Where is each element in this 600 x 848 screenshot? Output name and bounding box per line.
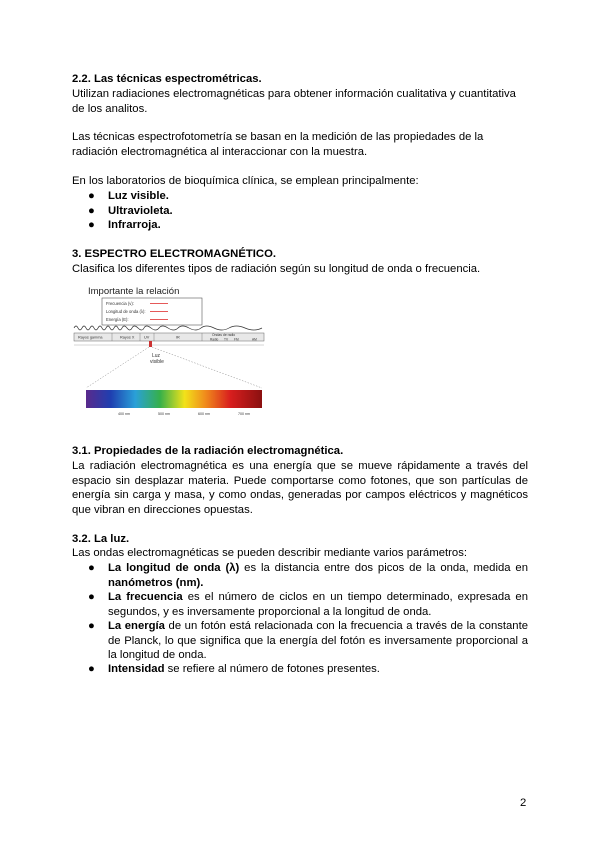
band-label: Ondas de radio — [212, 333, 236, 337]
paragraph-3-2-intro: Las ondas electromagnéticas se pueden describir mediante varios parámetros: — [72, 547, 467, 559]
section-heading-3-2: 3.2. La luz. — [72, 533, 130, 545]
band-label: Rayos X — [120, 335, 135, 340]
visible-label: Luz — [152, 353, 161, 359]
visible-label: visible — [150, 359, 164, 365]
section-heading-3-1: 3.1. Propiedades de la radiación electromagnética. — [72, 445, 344, 457]
legend-energy: Energía (E): — [106, 317, 129, 322]
nm-tick: 400 nm — [118, 412, 130, 416]
bullet-icon: ● — [88, 190, 95, 202]
zoom-line — [152, 347, 262, 388]
page-number: 2 — [520, 797, 527, 809]
bullet-icon: ● — [88, 205, 95, 217]
bullet-bold: La longitud de onda (λ) — [108, 562, 240, 574]
visible-marker — [149, 341, 152, 347]
band-label: Radio — [210, 337, 219, 342]
bullet-bold: La energía — [108, 620, 165, 632]
band-label: TV — [224, 337, 229, 342]
band-label: AM — [252, 337, 257, 342]
bullet-bold: Intensidad — [108, 663, 165, 675]
figure-title: Importante la relación — [88, 286, 180, 297]
paragraph-2-2-3: En los laboratorios de bioquímica clínica, se emplean principalmente: — [72, 175, 419, 187]
wave-line — [74, 326, 262, 330]
bullet-text: se refiere al número de fotones presentes. — [164, 663, 380, 675]
paragraph-3-intro: Clasifica los diferentes tipos de radiación según su longitud de onda o frecuencia. — [72, 263, 481, 275]
paragraph-3-1: La radiación electromagnética es una energía que se mueve rápidamente a través del espacio sin desplazar materia. Puede comportarse como fotones, que son partículas de energía sin carga y masa, y como ondas, generadas por campos eléctricos y magnéticos que vibran en direcciones opuestas. — [72, 460, 528, 516]
visible-spectrum-bar — [86, 390, 262, 408]
paragraph-2-2-1: Utilizan radiaciones electromagnéticas para obtener información cualitativa y cuantitativa de los analitos. — [72, 88, 516, 115]
bullet-icon: ● — [88, 562, 95, 574]
bullet-icon: ● — [88, 620, 95, 632]
bullet-icon: ● — [88, 219, 95, 231]
nm-tick: 600 nm — [198, 412, 210, 416]
band-label: Rayos gamma — [78, 335, 103, 340]
legend-wavelength: Longitud de onda (λ): — [106, 309, 146, 314]
bullet-icon: ● — [88, 591, 95, 603]
bullet-text: Ultravioleta. — [108, 205, 173, 217]
bullet-text: de un fotón está relacionada con la frecuencia a través de la constante de Planck, lo que significa que la energía del fotón es inversamente proporcional a la longitud de onda. — [108, 620, 528, 662]
legend-frequency: Frecuencia (v): — [106, 301, 134, 306]
nm-tick: 500 nm — [158, 412, 170, 416]
electromagnetic-spectrum-figure — [72, 282, 272, 422]
bullet-text: es la distancia entre dos picos de la onda, medida en — [239, 562, 528, 574]
band-label: FM — [234, 337, 239, 342]
nm-tick: 700 nm — [238, 412, 250, 416]
section-heading-2-2: 2.2. Las técnicas espectrométricas. — [72, 73, 262, 85]
band-label: IR — [176, 335, 180, 340]
bullet-text: Infrarroja. — [108, 219, 161, 231]
bullet-text: Luz visible. — [108, 190, 169, 202]
bullet-text: es el número de ciclos en un tiempo determinado, expresada en segundos, y es inversamente proporcional a la longitud de onda. — [108, 591, 528, 618]
bullet-bold: nanómetros (nm). — [108, 576, 204, 589]
section-heading-3: 3. ESPECTRO ELECTROMAGNÉTICO. — [72, 248, 276, 260]
bullet-icon: ● — [88, 663, 95, 675]
zoom-line — [86, 347, 149, 388]
paragraph-2-2-2: Las técnicas espectrofotometría se basan en la medición de las propiedades de la radiación electromagnética al interaccionar con la muestra. — [72, 131, 484, 158]
band-label: UV — [144, 335, 150, 340]
bullet-bold: La frecuencia — [108, 591, 183, 603]
